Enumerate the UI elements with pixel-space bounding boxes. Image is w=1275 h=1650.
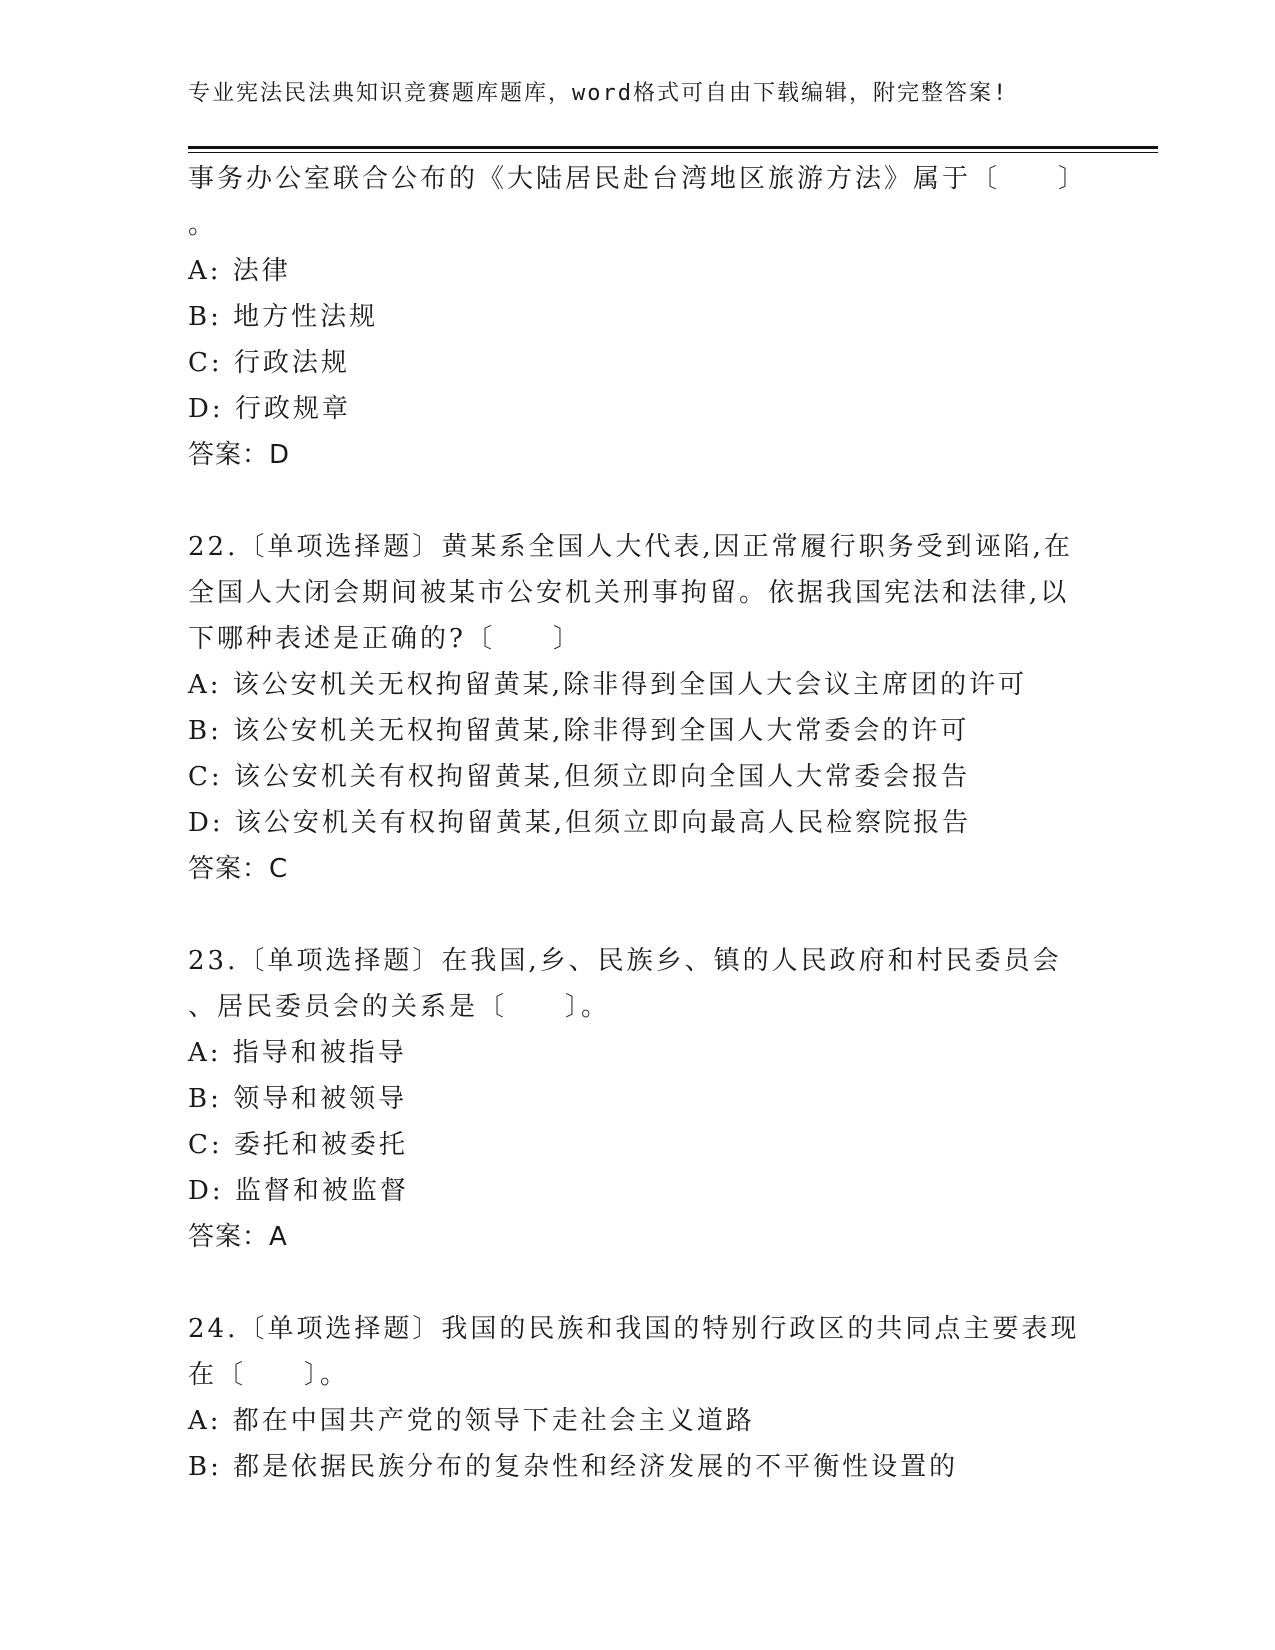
spacer [188,478,1088,524]
option-b: B: 该公安机关无权拘留黄某,除非得到全国人大常委会的许可 [188,716,970,746]
option-c: C: 该公安机关有权拘留黄某,但须立即向全国人大常委会报告 [188,762,971,792]
question-text-line: 24.〔单项选择题〕我国的民族和我国的特别行政区的共同点主要表现 [188,1314,1080,1344]
header-rule-thin [188,152,1158,153]
option-d: D: 该公安机关有权拘留黄某,但须立即向最高人民检察院报告 [188,808,972,838]
document-body [188,156,1088,1490]
question-text-line: 。 [188,210,218,240]
question-text-line: 22.〔单项选择题〕黄某系全国人大代表,因正常履行职务受到诬陷,在 [188,532,1073,562]
question-22 [188,524,1088,892]
answer-line: 答案：D [188,440,291,470]
option-a: A: 指导和被指导 [188,1038,407,1068]
header-rule-thick [188,146,1158,149]
option-a: A: 都在中国共产党的领导下走社会主义道路 [188,1406,755,1436]
question-text-line: 下哪种表述是正确的?〔 〕 [188,624,582,654]
option-d: D: 监督和被监督 [188,1176,409,1206]
answer-line: 答案：A [188,1222,288,1252]
question-text-line: 、居民委员会的关系是〔 〕。 [188,992,611,1022]
option-b: B: 领导和被领导 [188,1084,408,1114]
answer-line: 答案：C [188,854,289,884]
question-text-line: 全国人大闭会期间被某市公安机关刑事拘留。依据我国宪法和法律,以 [188,578,1070,608]
spacer [188,1260,1088,1306]
option-b: B: 都是依据民族分布的复杂性和经济发展的不平衡性设置的 [188,1452,959,1482]
question-23 [188,938,1088,1260]
page-header: 专业宪法民法典知识竞赛题库题库，word格式可自由下载编辑，附完整答案! [188,81,1009,106]
question-text-line: 在〔 〕。 [188,1360,350,1390]
option-c: C: 行政法规 [188,348,350,378]
question-text-line: 事务办公室联合公布的《大陆居民赴台湾地区旅游方法》属于〔 〕 [188,164,1088,194]
option-a: A: 法律 [188,256,291,286]
question-text-line: 23.〔单项选择题〕在我国,乡、民族乡、镇的人民政府和村民委员会 [188,946,1062,976]
option-b: B: 地方性法规 [188,302,379,332]
option-c: C: 委托和被委托 [188,1130,408,1160]
question-24 [188,1306,1088,1490]
option-d: D: 行政规章 [188,394,351,424]
question-continuation [188,156,1088,478]
spacer [188,892,1088,938]
option-a: A: 该公安机关无权拘留黄某,除非得到全国人大会议主席团的许可 [188,670,1028,700]
